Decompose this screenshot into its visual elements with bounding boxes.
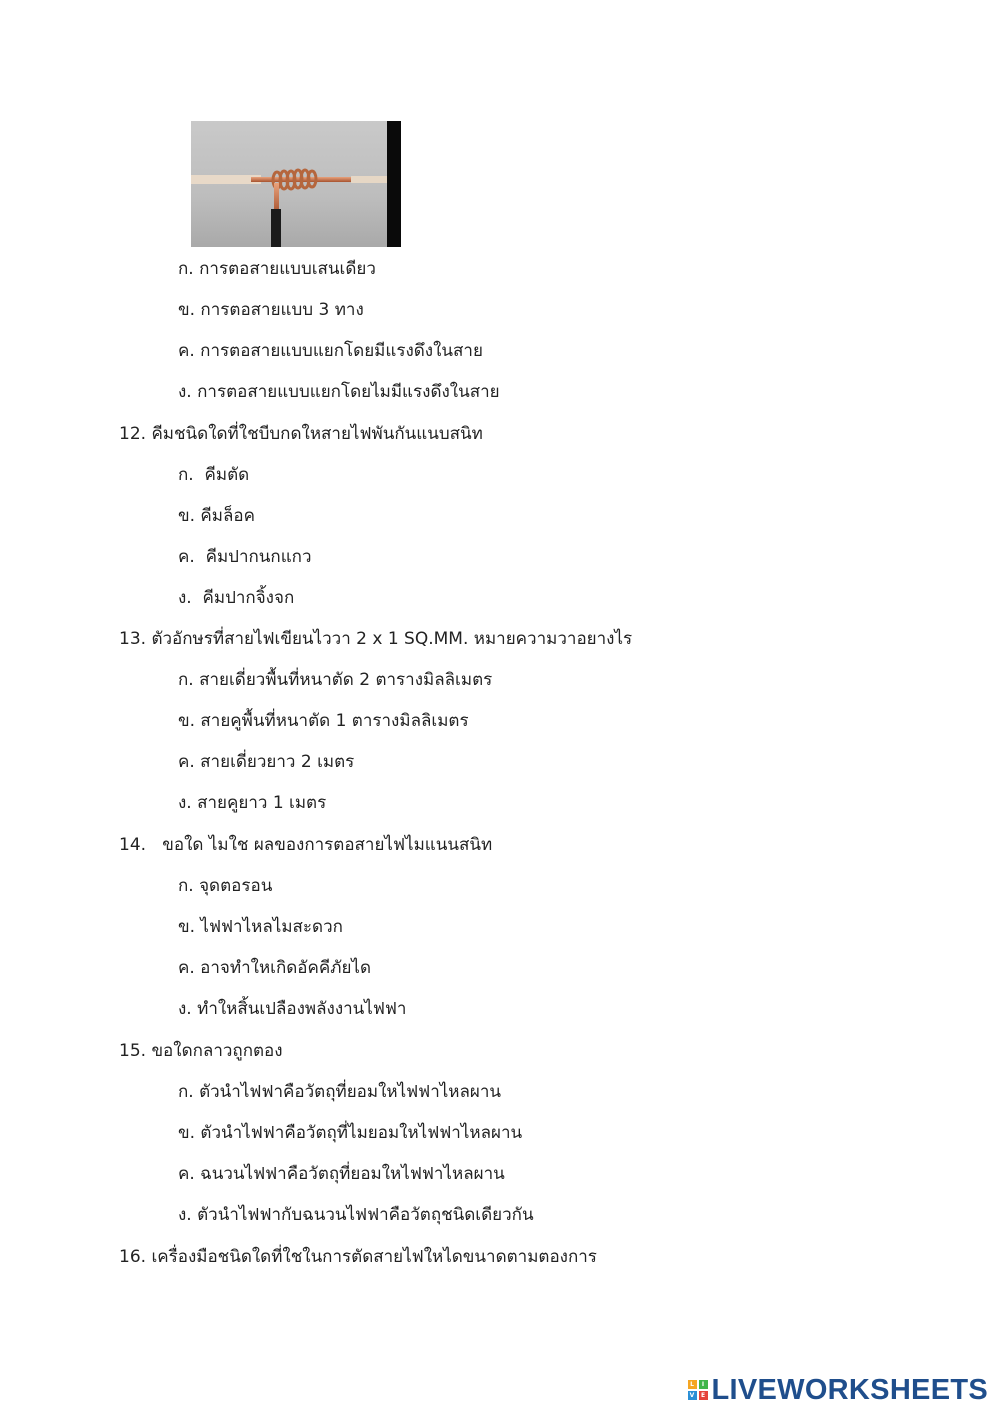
option-line[interactable]: ง. การตอสายแบบแยกโดยไมมีแรงดึงในสาย <box>178 382 500 402</box>
option-line[interactable]: ข. ตัวนำไฟฟาคือวัตถุที่ไมยอมใหไฟฟาไหลผาน <box>178 1123 523 1143</box>
option-line[interactable]: ก. คีมตัด <box>178 465 250 485</box>
option-line[interactable]: ก. สายเดี่ยวพื้นที่หนาตัด 2 ตารางมิลลิเมตร <box>178 670 493 690</box>
option-line[interactable]: ค. อาจทำใหเกิดอัคคีภัยได <box>178 958 372 978</box>
option-line[interactable]: ง. ทำใหสิ้นเปลืองพลังงานไฟฟา <box>178 999 407 1019</box>
option-line[interactable]: ข. การตอสายแบบ 3 ทาง <box>178 300 364 320</box>
logo-grid-icon <box>688 1380 708 1400</box>
logo-letter-e: E <box>699 1391 708 1400</box>
option-line[interactable]: ค. ฉนวนไฟฟาคือวัตถุที่ยอมใหไฟฟาไหลผาน <box>178 1164 505 1184</box>
logo-letter-l: L <box>688 1380 697 1389</box>
option-line[interactable]: ง. สายคูยาว 1 เมตร <box>178 793 327 813</box>
option-line[interactable]: ก. จุดตอรอน <box>178 876 273 896</box>
option-line[interactable]: ค. สายเดี่ยวยาว 2 เมตร <box>178 752 355 772</box>
option-line[interactable]: ข. คีมล็อค <box>178 506 256 526</box>
question-16: 16. เครื่องมือชนิดใดที่ใชในการตัดสายไฟใหไดขนาดตามตองการ <box>119 1247 597 1267</box>
question-13: 13. ตัวอักษรที่สายไฟเขียนไววา 2 x 1 SQ.MM. หมายความวาอยางไร <box>119 629 633 649</box>
option-line[interactable]: ค. คีมปากนกแกว <box>178 547 312 567</box>
logo-letter-i: I <box>699 1380 708 1389</box>
option-line[interactable]: ก. ตัวนำไฟฟาคือวัตถุที่ยอมใหไฟฟาไหลผาน <box>178 1082 502 1102</box>
option-line[interactable]: ง. ตัวนำไฟฟากับฉนวนไฟฟาคือวัตถุชนิดเดียวกัน <box>178 1205 534 1225</box>
liveworksheets-logo[interactable] <box>688 1373 989 1407</box>
option-line[interactable]: ข. ไฟฟาไหลไมสะดวก <box>178 917 343 937</box>
option-line[interactable]: ก. การตอสายแบบเสนเดียว <box>178 259 376 279</box>
question-15: 15. ขอใดกลาวถูกตอง <box>119 1041 283 1061</box>
logo-letter-v: V <box>688 1391 697 1400</box>
question-12: 12. คีมชนิดใดที่ใชบีบกดใหสายไฟพันกันแนบสนิท <box>119 424 483 444</box>
option-line[interactable]: ค. การตอสายแบบแยกโดยมีแรงดึงในสาย <box>178 341 483 361</box>
wire-splice-photo <box>191 121 401 247</box>
question-14: 14. ขอใด ไมใช ผลของการตอสายไฟไมแนนสนิท <box>119 835 493 855</box>
logo-text: LIVEWORKSHEETS <box>711 1373 988 1406</box>
option-line[interactable]: ข. สายคูพื้นที่หนาตัด 1 ตารางมิลลิเมตร <box>178 711 469 731</box>
option-line[interactable]: ง. คีมปากจิ้งจก <box>178 588 295 608</box>
